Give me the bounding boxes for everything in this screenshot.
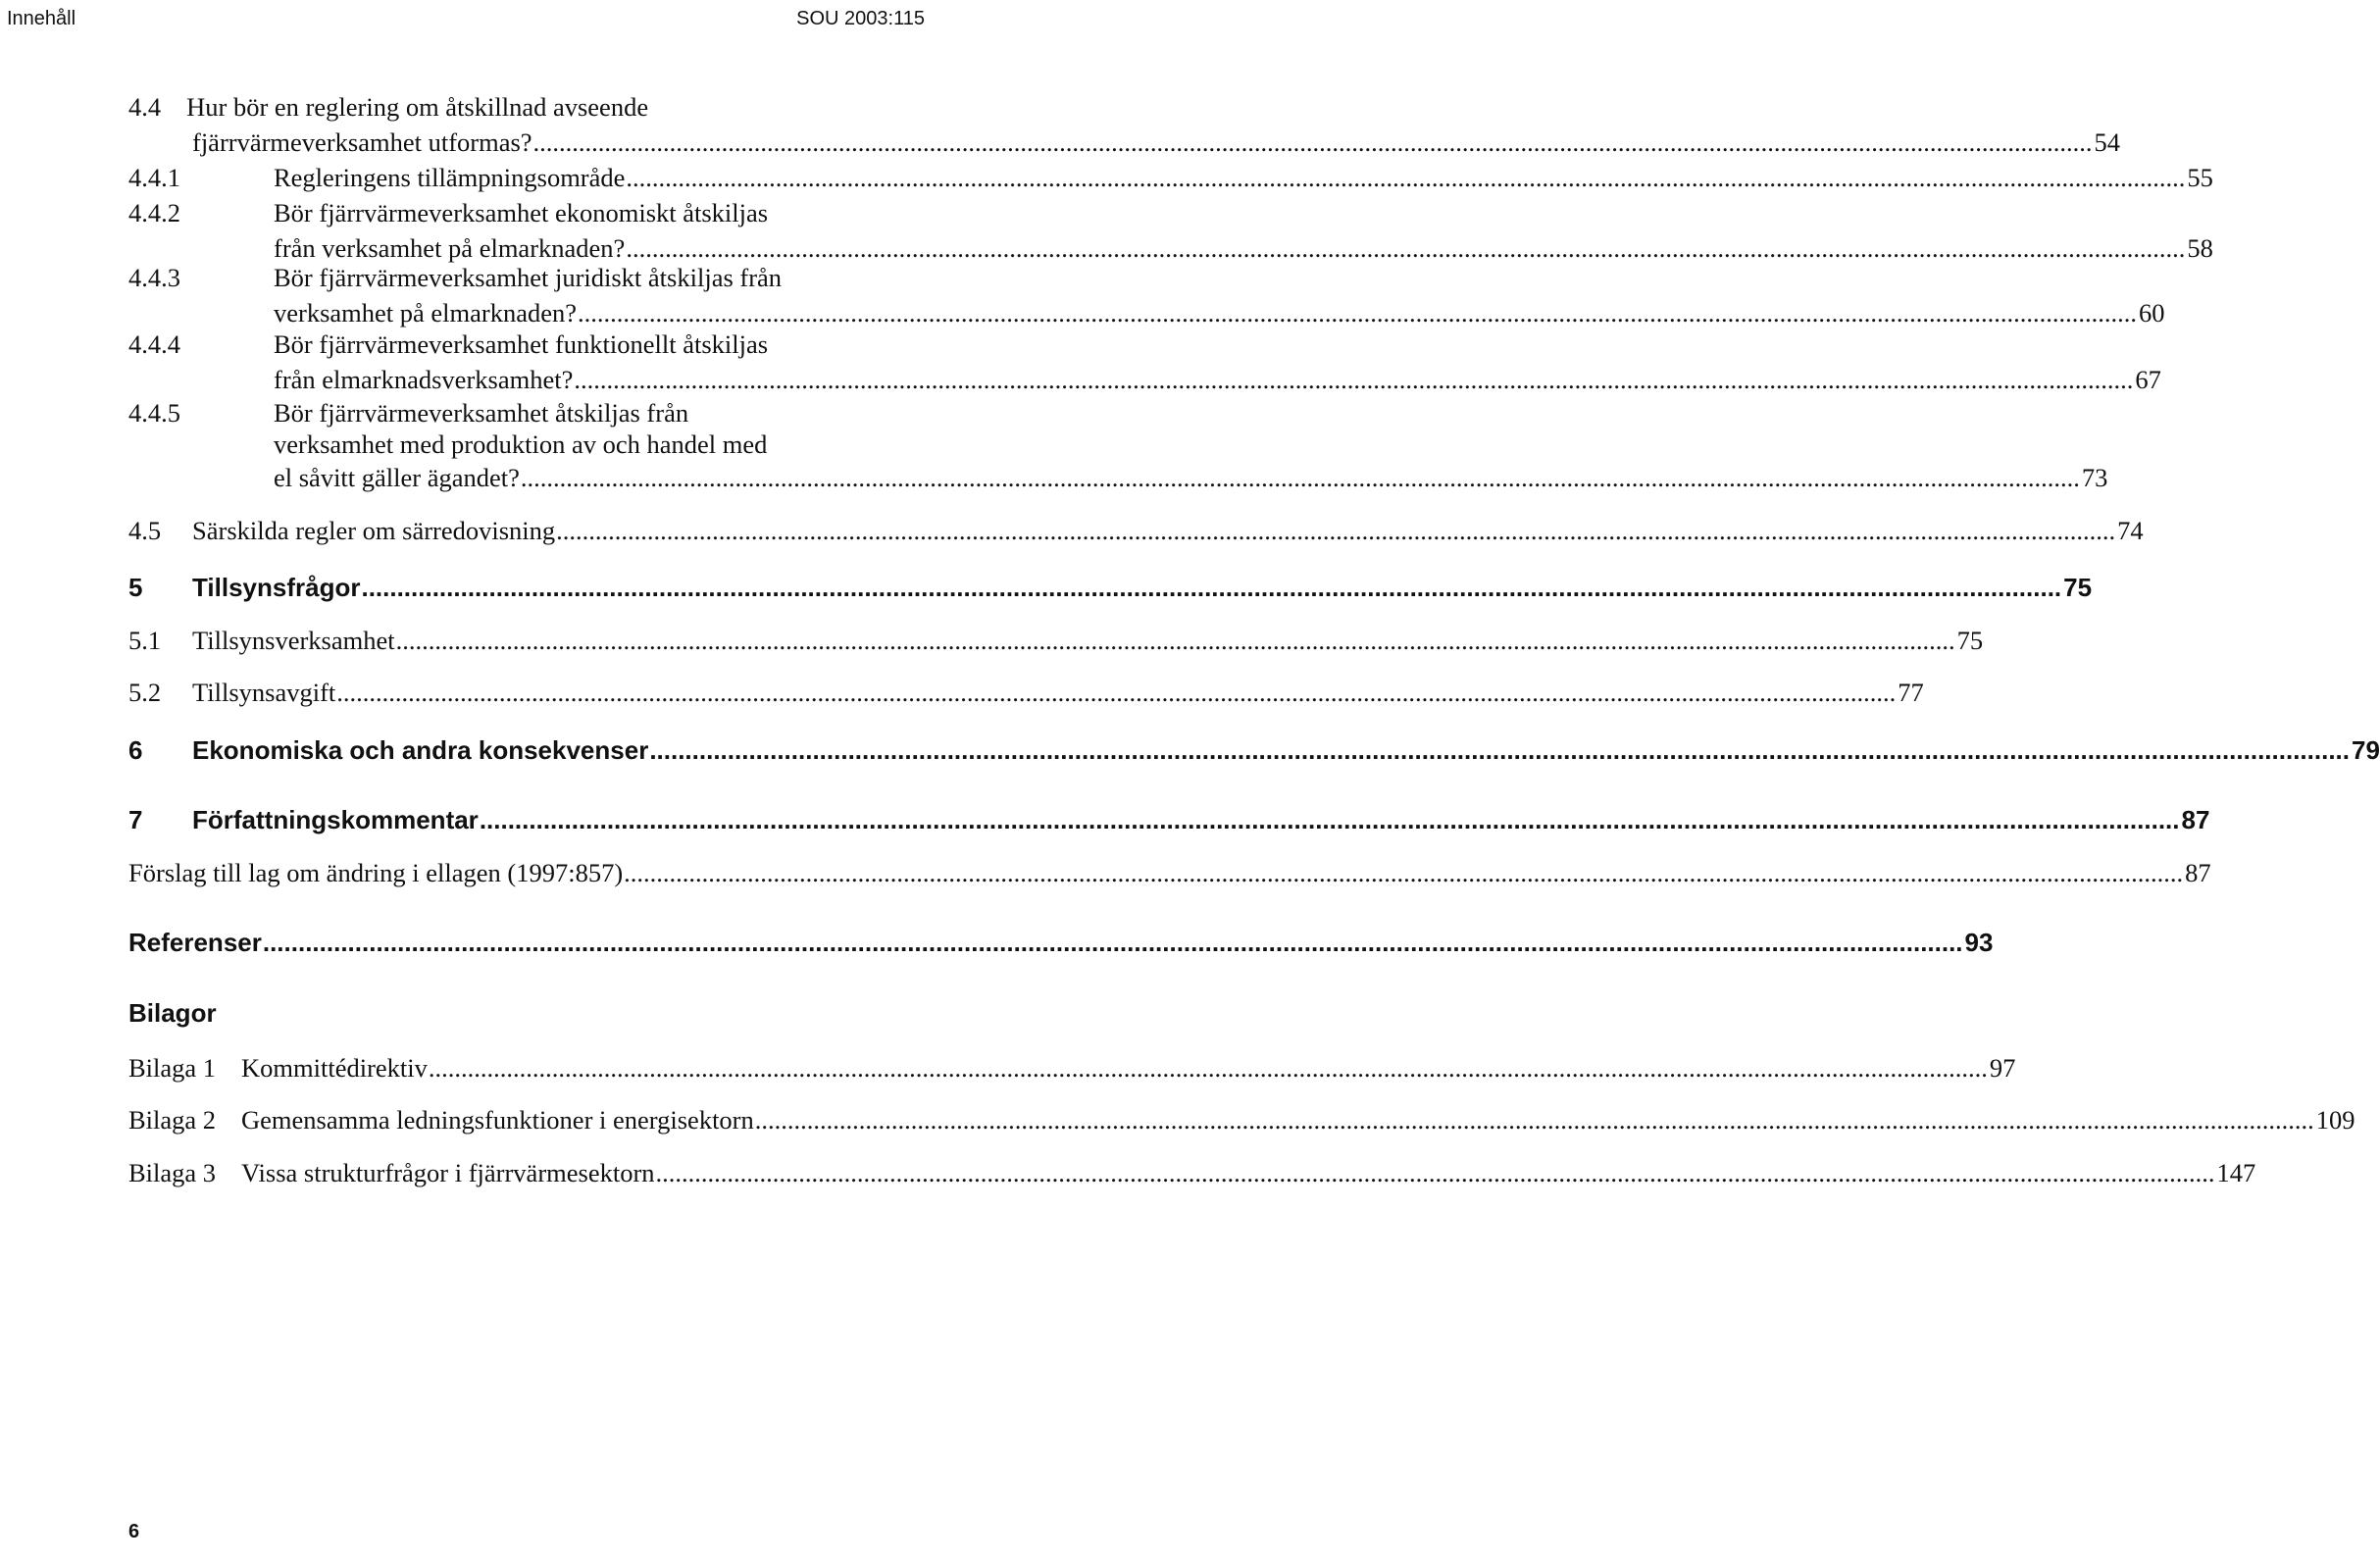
toc-entry-4-4-3[interactable] [274, 295, 2165, 330]
toc-text: verksamhet med produktion av och handel med [274, 429, 768, 459]
toc-number: 4.4.5 [128, 398, 180, 428]
dot-leader [626, 230, 2185, 266]
toc-entry-4-5[interactable] [128, 513, 2144, 548]
toc-text: Hur bör en reglering om åtskillnad avseende [186, 92, 649, 122]
toc-text: Tillsynsavgift [192, 678, 336, 707]
dot-leader [626, 160, 2185, 195]
toc-text: från verksamhet på elmarknaden? [274, 233, 626, 263]
toc-number: 4.4.1 [128, 163, 180, 192]
toc-text: Bör fjärrvärmeverksamhet juridiskt åtskiljas från [274, 263, 783, 292]
dot-leader [578, 295, 2137, 330]
toc-number: 5 [128, 573, 143, 602]
dot-leader [533, 125, 2093, 160]
toc-entry-4-4-4-line1 [128, 327, 768, 362]
toc-page-number: 75 [1956, 626, 1984, 655]
toc-number: 4.4.4 [128, 329, 180, 359]
toc-referenser[interactable] [128, 925, 1994, 960]
toc-entry-forslag[interactable] [128, 855, 2211, 890]
toc-entry-4-4-5-line2 [274, 427, 767, 462]
toc-page-number: 77 [1898, 678, 1924, 707]
toc-text: Tillsynsverksamhet [192, 626, 395, 655]
toc-page-number: 67 [2135, 365, 2161, 394]
toc-text: Tillsynsfrågor [192, 573, 361, 602]
dot-leader [624, 855, 2183, 890]
toc-number: 4.4 [128, 92, 162, 122]
toc-page-number: 75 [2063, 573, 2093, 602]
toc-chapter-5[interactable] [128, 570, 2093, 605]
toc-page-number: 54 [2094, 127, 2121, 157]
section-title: Innehåll [7, 8, 76, 29]
page-number: 6 [128, 1521, 140, 1542]
dot-leader [263, 925, 1963, 960]
toc-text: Regleringens tillämpningsområde [274, 163, 626, 192]
toc-text: Ekonomiska och andra konsekvenser [192, 735, 649, 765]
toc-chapter-6[interactable] [128, 732, 2380, 768]
toc-page-number: 109 [2315, 1105, 2355, 1135]
toc-text: Särskilda regler om särredovisning [192, 516, 556, 545]
toc-page-number: 73 [2081, 463, 2108, 492]
toc-entry-4-4-5[interactable] [274, 460, 2108, 495]
toc-page-number: 60 [2139, 298, 2165, 328]
toc-text: Gemensamma ledningsfunktioner i energisektorn [241, 1105, 754, 1135]
toc-number: Bilaga 1 [128, 1053, 217, 1083]
toc-entry-4-4-5-line1 [128, 395, 688, 430]
toc-entry-5-1[interactable] [128, 623, 1984, 658]
toc-page-number: 87 [2185, 858, 2211, 887]
toc-text: från elmarknadsverksamhet? [274, 365, 574, 394]
toc-text: fjärrvärmeverksamhet utformas? [192, 127, 532, 157]
toc-page-number: 87 [2181, 805, 2210, 834]
toc-entry-4-4-line1 [128, 89, 648, 125]
toc-text: Kommittédirektiv [241, 1053, 428, 1083]
toc-entry-4-4-3-line1 [128, 260, 782, 295]
toc-page-number: 79 [2351, 735, 2380, 765]
toc-text: Bör fjärrvärmeverksamhet ekonomiskt åtskiljas [274, 198, 769, 227]
dot-leader [336, 675, 1896, 710]
dot-leader [574, 362, 2133, 397]
toc-text: Vissa strukturfrågor i fjärrvärmesektorn [241, 1158, 655, 1187]
dot-leader [649, 732, 2350, 768]
toc-text: Referenser [128, 928, 262, 957]
toc-text: Författningskommentar [192, 805, 479, 834]
toc-entry-4-4-2-line1 [128, 195, 768, 230]
toc-number: 4.5 [128, 516, 162, 545]
toc-entry-4-4-1[interactable] [128, 160, 2213, 195]
dot-leader [429, 1050, 1988, 1085]
toc-text: Förslag till lag om ändring i ellagen (1997:857) [128, 858, 624, 887]
toc-chapter-7[interactable] [128, 802, 2210, 837]
toc-text: Bör fjärrvärmeverksamhet åtskiljas från [274, 398, 689, 428]
toc-bilaga-2[interactable] [128, 1102, 2355, 1137]
toc-entry-5-2[interactable] [128, 675, 1924, 710]
toc-text: Bör fjärrvärmeverksamhet funktionellt åtskiljas [274, 329, 769, 359]
bilagor-heading: Bilagor [128, 998, 217, 1028]
toc-number: 5.1 [128, 626, 162, 655]
toc-number: 5.2 [128, 678, 162, 707]
dot-leader [556, 513, 2115, 548]
dot-leader [656, 1155, 2215, 1190]
toc-page-number: 97 [1989, 1053, 2016, 1083]
toc-bilaga-1[interactable] [128, 1050, 2016, 1085]
toc-page-number: 93 [1964, 928, 1994, 957]
toc-text: verksamhet på elmarknaden? [274, 298, 578, 328]
toc-number: 4.4.2 [128, 198, 180, 227]
dot-leader [755, 1102, 2314, 1137]
toc-number: 7 [128, 805, 143, 834]
dot-leader [521, 460, 2080, 495]
toc-number: Bilaga 2 [128, 1105, 217, 1135]
document-id: SOU 2003:115 [796, 8, 925, 29]
toc-page-number: 147 [2216, 1158, 2256, 1187]
toc-page-number: 74 [2117, 516, 2144, 545]
toc-number: 6 [128, 735, 143, 765]
toc-text: el såvitt gäller ägandet? [274, 463, 520, 492]
toc-page-number: 55 [2187, 163, 2213, 192]
toc-number: 4.4.3 [128, 263, 180, 292]
toc-page-number: 58 [2187, 233, 2213, 263]
dot-leader [396, 623, 1955, 658]
dot-leader [480, 802, 2180, 837]
dot-leader [361, 570, 2061, 605]
toc-bilaga-3[interactable] [128, 1155, 2256, 1190]
toc-number: Bilaga 3 [128, 1158, 217, 1187]
toc-entry-4-4[interactable] [192, 125, 2121, 160]
toc-entry-4-4-4[interactable] [274, 362, 2161, 397]
